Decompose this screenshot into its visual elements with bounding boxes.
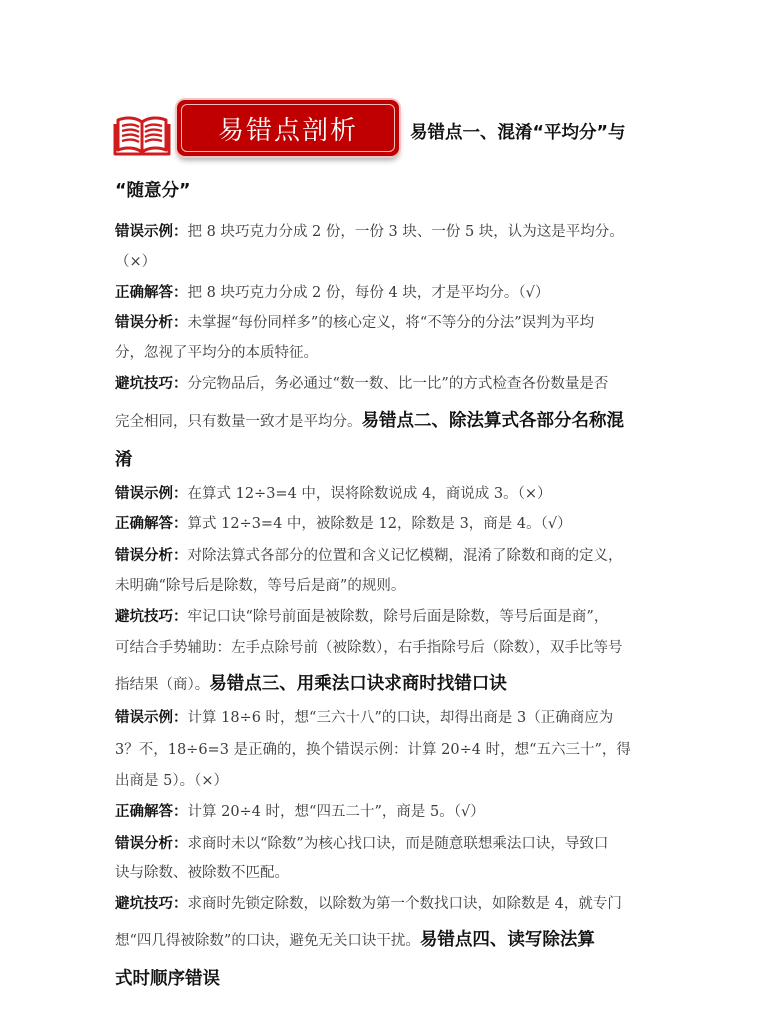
error-analysis-text: 求商时未以“除数”为核心找口诀，而是随意联想乘法口诀，导致口 xyxy=(187,836,609,852)
error-example-text-cont: （×） xyxy=(115,254,157,270)
label-error-example: 错误示例： xyxy=(115,486,188,502)
banner-box xyxy=(177,100,399,156)
section-3-error-analysis xyxy=(115,834,660,854)
avoid-tip-text-cont xyxy=(115,411,660,432)
section-1-avoid-tip xyxy=(115,374,660,394)
open-book-icon xyxy=(113,114,171,156)
correct-answer-text: 计算 20÷4 时，想“四五二十”，商是 5。（√） xyxy=(187,804,485,820)
avoid-tip-text-cont xyxy=(115,930,660,951)
avoid-tip-text: 分完物品后，务必通过“数一数、比一比”的方式检查各份数量是否 xyxy=(187,376,609,392)
section-2-avoid-tip xyxy=(115,607,660,627)
label-error-example: 错误示例： xyxy=(115,224,188,240)
section-3-avoid-tip xyxy=(115,894,660,914)
section-1-error-example xyxy=(115,222,660,242)
section-2-error-analysis xyxy=(115,546,660,566)
error-analysis-text: 对除法算式各部分的位置和含义记忆模糊，混淆了除数和商的定义， xyxy=(187,548,623,564)
error-example-text: 把 8 块巧克力分成 2 份，一份 3 块、一份 5 块，认为这是平均分。 xyxy=(187,224,624,240)
section-1-correct-answer xyxy=(115,283,660,303)
correct-answer-text: 把 8 块巧克力分成 2 份，每份 4 块，才是平均分。（√） xyxy=(187,285,550,301)
section-1-error-analysis xyxy=(115,313,660,333)
label-error-example: 错误示例： xyxy=(115,710,188,726)
error-example-text-cont: 出商是 5）。（×） xyxy=(115,773,228,789)
avoid-tip-text-cont xyxy=(115,674,660,695)
label-avoid-tip: 避坑技巧： xyxy=(115,896,188,912)
section-3-correct-answer xyxy=(115,802,660,822)
error-example-text: 计算 18÷6 时，想“三六十八”的口诀，却得出商是 3（正确商应为 xyxy=(187,710,614,726)
avoid-tip-text: 完全相同，只有数量一致才是平均分。 xyxy=(115,414,362,430)
section-2-error-example xyxy=(115,484,660,504)
avoid-tip-text: 求商时先锁定除数，以除数为第一个数找口诀，如除数是 4，就专门 xyxy=(187,896,622,912)
section-4-heading-line2: 式时顺序错误 xyxy=(115,969,220,989)
error-example-text: 在算式 12÷3=4 中，误将除数说成 4，商说成 3。（×） xyxy=(187,486,552,502)
avoid-tip-text: 想“四几得被除数”的口诀，避免无关口诀干扰。 xyxy=(115,933,420,949)
section-2-heading-line1: 易错点二、除法算式各部分名称混 xyxy=(361,411,624,431)
label-correct-answer: 正确解答： xyxy=(115,804,188,820)
error-analysis-text-cont: 诀与除数、被除数不匹配。 xyxy=(115,865,289,881)
section-1-heading-line1: 易错点一、混淆“平均分”与 xyxy=(410,123,626,143)
label-error-analysis: 错误分析： xyxy=(115,315,188,331)
error-example-text-cont: 3？不，18÷6=3 是正确的，换个错误示例：计算 20÷4 时，想“五六三十”，得 xyxy=(115,742,631,758)
label-error-analysis: 错误分析： xyxy=(115,836,188,852)
section-4-heading-line1: 易错点四、读写除法算 xyxy=(419,930,595,950)
avoid-tip-text: 指结果（商）。 xyxy=(115,677,210,693)
section-3-error-example xyxy=(115,708,660,728)
section-1-heading-line2: “随意分” xyxy=(115,181,191,201)
section-2-heading-line2: 淆 xyxy=(115,450,133,470)
label-avoid-tip: 避坑技巧： xyxy=(115,376,188,392)
banner-title: 易错点剖析 xyxy=(217,115,358,146)
avoid-tip-text: 牢记口诀“除号前面是被除数，除号后面是除数，等号后面是商”， xyxy=(187,609,609,625)
error-analysis-text: 未掌握“每份同样多”的核心定义，将“不等分的分法”误判为平均 xyxy=(187,315,595,331)
label-error-analysis: 错误分析： xyxy=(115,548,188,564)
label-avoid-tip: 避坑技巧： xyxy=(115,609,188,625)
label-correct-answer: 正确解答： xyxy=(115,516,188,532)
section-3-heading: 易错点三、用乘法口诀求商时找错口诀 xyxy=(209,674,507,694)
section-2-correct-answer xyxy=(115,514,660,534)
error-analysis-text-cont: 未明确“除号后是除数，等号后是商”的规则。 xyxy=(115,578,406,594)
label-correct-answer: 正确解答： xyxy=(115,285,188,301)
avoid-tip-text-cont: 可结合手势辅助：左手点除号前（被除数），右手指除号后（除数），双手比等号 xyxy=(115,640,623,656)
error-analysis-text-cont: 分，忽视了平均分的本质特征。 xyxy=(115,345,318,361)
correct-answer-text: 算式 12÷3=4 中，被除数是 12，除数是 3，商是 4。（√） xyxy=(187,516,572,532)
